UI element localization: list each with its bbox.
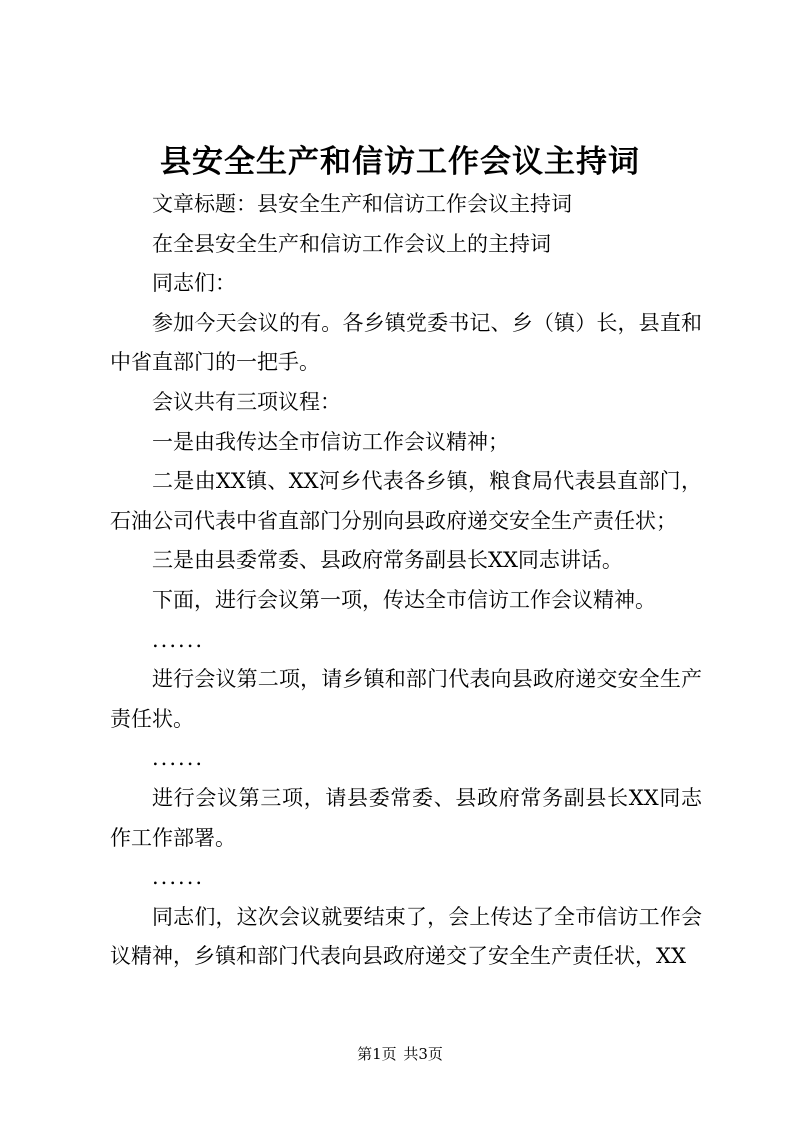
ellipsis-1: ...... [152,627,205,652]
ellipsis-2: ...... [152,746,205,771]
paragraph-item-1-start: 下面，进行会议第一项，传达全市信访工作会议精神。 [152,587,656,612]
paragraph-item-3-start: 进行会议第三项，请县委常委、县政府常务副县长XX同志作工作部署。 [110,785,702,850]
paragraph-agenda-intro: 会议共有三项议程： [152,389,341,414]
paragraph-item-2-start: 进行会议第二项，请乡镇和部门代表向县政府递交安全生产责任状。 [110,667,702,731]
paragraph-agenda-item-2: 二是由XX镇、XX河乡代表各乡镇，粮食局代表县直部门，石油公司代表中省直部门分别向县政府递交安全生产责任状； [110,469,702,533]
paragraph-greeting: 同志们： [152,271,236,296]
paragraph-agenda-item-1: 一是由我传达全市信访工作会议精神； [152,429,509,454]
document-title: 县安全生产和信访工作会议主持词 [160,144,640,180]
paragraph-subtitle: 在全县安全生产和信访工作会议上的主持词 [152,231,551,256]
paragraph-closing: 同志们，这次会议就要结束了，会上传达了全市信访工作会议精神，乡镇和部门代表向县政府递交了安全生产责任状，XX [110,904,702,969]
page-number: 第1页 [357,1045,397,1063]
page-footer [0,1043,800,1065]
paragraph-article-title: 文章标题：县安全生产和信访工作会议主持词 [152,192,572,216]
ellipsis-3: ...... [152,865,205,890]
document-body [110,185,702,977]
paragraph-agenda-item-3: 三是由县委常委、县政府常务副县长XX同志讲话。 [152,548,623,573]
page-total: 共3页 [403,1045,443,1063]
paragraph-attendees: 参加今天会议的有。各乡镇党委书记、乡（镇）长，县直和中省直部门的一把手。 [110,310,702,375]
